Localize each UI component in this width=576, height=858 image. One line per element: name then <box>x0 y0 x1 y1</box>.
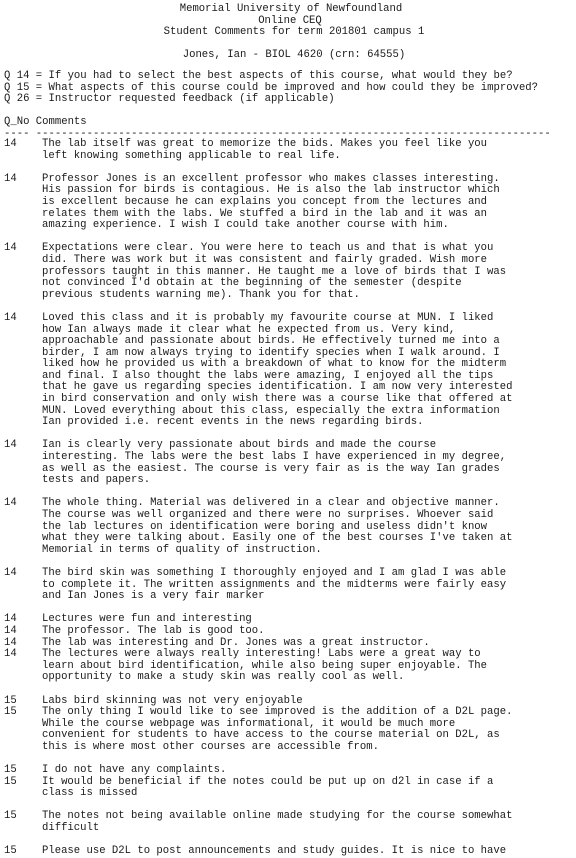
question-number <box>4 220 42 232</box>
question-number: 14 <box>4 566 17 579</box>
comment-text: The lab was interesting and Dr. Jones was a great instructor. <box>42 636 430 649</box>
question-15: Q 15 = What aspects of this course could be improved and how could they be improved? <box>4 81 539 94</box>
question-number <box>4 267 42 279</box>
comment-text: The bird skin was something I thoroughly enjoyed and I am glad I was able <box>42 566 507 579</box>
comment-line <box>4 672 574 684</box>
question-number <box>4 580 42 592</box>
comment-text: The lab itself was great to memorize the bids. Makes you feel like you <box>42 138 488 150</box>
question-number <box>4 510 42 522</box>
comment-line <box>4 452 574 464</box>
question-number: 14 <box>4 624 17 637</box>
comment-text: Lectures were fun and interesting <box>42 613 252 626</box>
comment-text: The only thing I would like to see improved is the addition of a D2L page. <box>42 706 513 719</box>
comment-line <box>4 707 574 719</box>
comment-text: Loved this class and it is probably my favourite course at MUN. I liked <box>42 311 494 324</box>
question-number <box>4 661 42 673</box>
comment-text: learn about bird identification, while also being super enjoyable. The <box>42 659 488 672</box>
comment-line <box>4 278 574 290</box>
comment-line <box>4 649 574 661</box>
comments-column-header <box>4 117 551 140</box>
question-number <box>4 290 42 302</box>
comment-text: not convinced I'd obtain at the beginning of the semester (despite <box>42 277 462 290</box>
question-number: 15 <box>4 775 17 788</box>
question-number <box>4 359 42 371</box>
question-number <box>4 672 42 684</box>
question-number <box>4 255 42 267</box>
question-number: 15 <box>4 810 17 823</box>
question-number: 14 <box>4 311 17 324</box>
course-instructor: Jones, Ian - BIOL 4620 (crn: 64555) <box>182 49 406 62</box>
question-number: 15 <box>4 694 17 707</box>
question-26: Q 26 = Instructor requested feedback (if applicable) <box>4 93 335 106</box>
comment-line <box>4 846 574 858</box>
question-number <box>4 325 42 337</box>
question-number: 14 <box>4 172 17 185</box>
comment-text: While the course webpage was informational, it would be much more <box>42 717 456 730</box>
comment-text: that he gave us regarding species identification. I am now very interested <box>42 381 513 394</box>
comment-line <box>4 475 574 487</box>
question-number <box>4 545 42 557</box>
comment-line <box>4 290 574 302</box>
question-number <box>4 185 42 197</box>
comment-text: the lab lectures on identification were boring and useless didn't know <box>42 520 488 533</box>
question-number <box>4 197 42 209</box>
question-number: 14 <box>4 138 17 150</box>
comment-text: opportunity to make a study skin was really cool as well. <box>42 671 405 684</box>
report-subtitle: Student Comments for term 201801 campus 1 <box>163 26 425 39</box>
comment-text: It would be beneficial if the notes could be put up on d2l in case if a <box>42 775 494 788</box>
comment-text: birder, I am now always trying to identify species when I walk around. I <box>42 346 500 359</box>
comment-text: Labs bird skinning was not very enjoyable <box>42 694 303 707</box>
comment-text: difficult <box>42 822 100 835</box>
comment-text: Memorial in terms of quality of instruction. <box>42 543 322 556</box>
comment-text: The whole thing. Material was delivered in a clear and objective manner. <box>42 497 500 510</box>
comment-text: The notes not being available online made studying for the course somewhat <box>42 810 513 823</box>
question-number <box>4 730 42 742</box>
comment-text: left knowing something applicable to real life. <box>42 149 341 162</box>
question-number: 14 <box>4 497 17 510</box>
comment-text: previous students warning me). Thank you for that. <box>42 288 360 301</box>
blank-line <box>4 835 574 847</box>
question-number <box>4 533 42 545</box>
comment-text: tests and papers. <box>42 474 151 487</box>
comment-text: The lectures were always really interesting! Labs were a great way to <box>42 648 481 661</box>
comment-line <box>4 394 574 406</box>
comment-text: approachable and passionate about birds. He effectively turned me into a <box>42 335 500 348</box>
column-rule: ---- --------------------------------------------------------------------------------- <box>4 127 551 140</box>
question-number <box>4 382 42 394</box>
comment-line <box>4 591 574 603</box>
question-number: 14 <box>4 648 17 661</box>
question-number <box>4 591 42 603</box>
comment-text: I do not have any complaints. <box>42 764 227 777</box>
comment-text: convenient for students to have access to the course material on D2L, as <box>42 729 500 742</box>
comment-text: this is where most other courses are accessible from. <box>42 740 379 753</box>
question-number <box>4 417 42 429</box>
question-number: 14 <box>4 439 17 452</box>
comments-list <box>4 139 574 858</box>
question-14: Q 14 = If you had to select the best aspects of this course, what would they be? <box>4 70 513 82</box>
comment-line <box>4 139 574 151</box>
comment-text: as well as the easiest. The course is very fair as is the way Ian grades <box>42 462 500 475</box>
question-number <box>4 394 42 406</box>
comment-text: relates them with the labs. We stuffed a bird in the lab and it was an <box>42 207 488 220</box>
comment-text: Ian provided i.e. recent events in the news regarding birds. <box>42 416 424 429</box>
comment-line <box>4 151 574 163</box>
question-number: 14 <box>4 242 17 255</box>
comment-line <box>4 788 574 800</box>
question-number <box>4 371 42 383</box>
question-number <box>4 742 42 754</box>
comment-line <box>4 255 574 267</box>
comment-text: to complete it. The written assignments and the midterms were fairly easy <box>42 578 507 591</box>
comment-text: professors taught in this manner. He taught me a love of birds that I was <box>42 265 507 278</box>
comment-text: and Ian Jones is a very fair marker <box>42 590 265 603</box>
comment-text: MUN. Loved everything about this class, especially the extra information <box>42 404 500 417</box>
question-number <box>4 719 42 731</box>
question-number <box>4 278 42 290</box>
comment-line <box>4 197 574 209</box>
comment-line <box>4 417 574 429</box>
question-number <box>4 209 42 221</box>
comment-line <box>4 510 574 522</box>
comment-line <box>4 742 574 754</box>
question-number: 14 <box>4 636 17 649</box>
blank-line <box>4 684 574 696</box>
comment-line <box>4 765 574 777</box>
question-number <box>4 475 42 487</box>
comment-line <box>4 626 574 638</box>
comment-line <box>4 313 574 325</box>
question-number <box>4 823 42 835</box>
comment-line <box>4 545 574 557</box>
comment-text: interesting. The labs were the best labs I have experienced in my degree, <box>42 451 507 464</box>
comment-text: The course was well organized and there were no surprises. Whoever said <box>42 509 494 521</box>
comment-text: amazing experience. I wish I could take another course with him. <box>42 219 449 232</box>
comment-text: liked how he provided us with a breakdown of what to know for the midterm <box>42 358 507 371</box>
question-number <box>4 336 42 348</box>
question-number <box>4 406 42 418</box>
comment-text: what they were talking about. Easily one of the best courses I've taken at <box>42 532 513 545</box>
comment-text: Expectations were clear. You were here to teach us and that is what you <box>42 242 494 255</box>
question-number <box>4 151 42 163</box>
question-number: 15 <box>4 845 17 858</box>
comment-line <box>4 568 574 580</box>
comment-line <box>4 336 574 348</box>
column-heading: Q_No Comments <box>4 116 87 128</box>
comment-text: in bird conservation and only wish there was a course like that offered at <box>42 393 513 406</box>
university-name: Memorial University of Newfoundland <box>179 3 403 15</box>
report-header <box>0 4 576 62</box>
comment-text: Please use D2L to post announcements and study guides. It is nice to have <box>42 845 507 858</box>
question-number: 15 <box>4 764 17 777</box>
comment-text: how Ian always made it clear what he expected from us. Very kind, <box>42 323 456 336</box>
comment-text: is excellent because he can explains you concept from the lectures and <box>42 195 488 208</box>
question-number <box>4 452 42 464</box>
question-number <box>4 464 42 476</box>
comment-text: His passion for birds is contagious. He is also the lab instructor which <box>42 184 500 197</box>
question-number <box>4 788 42 800</box>
comment-line <box>4 823 574 835</box>
question-number <box>4 522 42 534</box>
comment-text: class is missed <box>42 787 138 800</box>
comment-text: did. There was work but it was consistent and fairly graded. Wish more <box>42 253 488 266</box>
question-number <box>4 348 42 360</box>
comment-text: and final. I also thought the labs were amazing, I enjoyed all the tips <box>42 369 494 382</box>
question-legend <box>4 71 538 106</box>
question-number: 14 <box>4 613 17 626</box>
comment-text: Professor Jones is an excellent professor who makes classes interesting. <box>42 172 500 185</box>
comment-line <box>4 220 574 232</box>
comment-text: The professor. The lab is good too. <box>42 624 265 637</box>
comment-text: Ian is clearly very passionate about birds and made the course <box>42 439 437 452</box>
question-number: 15 <box>4 706 17 719</box>
survey-name: Online CEQ <box>258 14 322 27</box>
